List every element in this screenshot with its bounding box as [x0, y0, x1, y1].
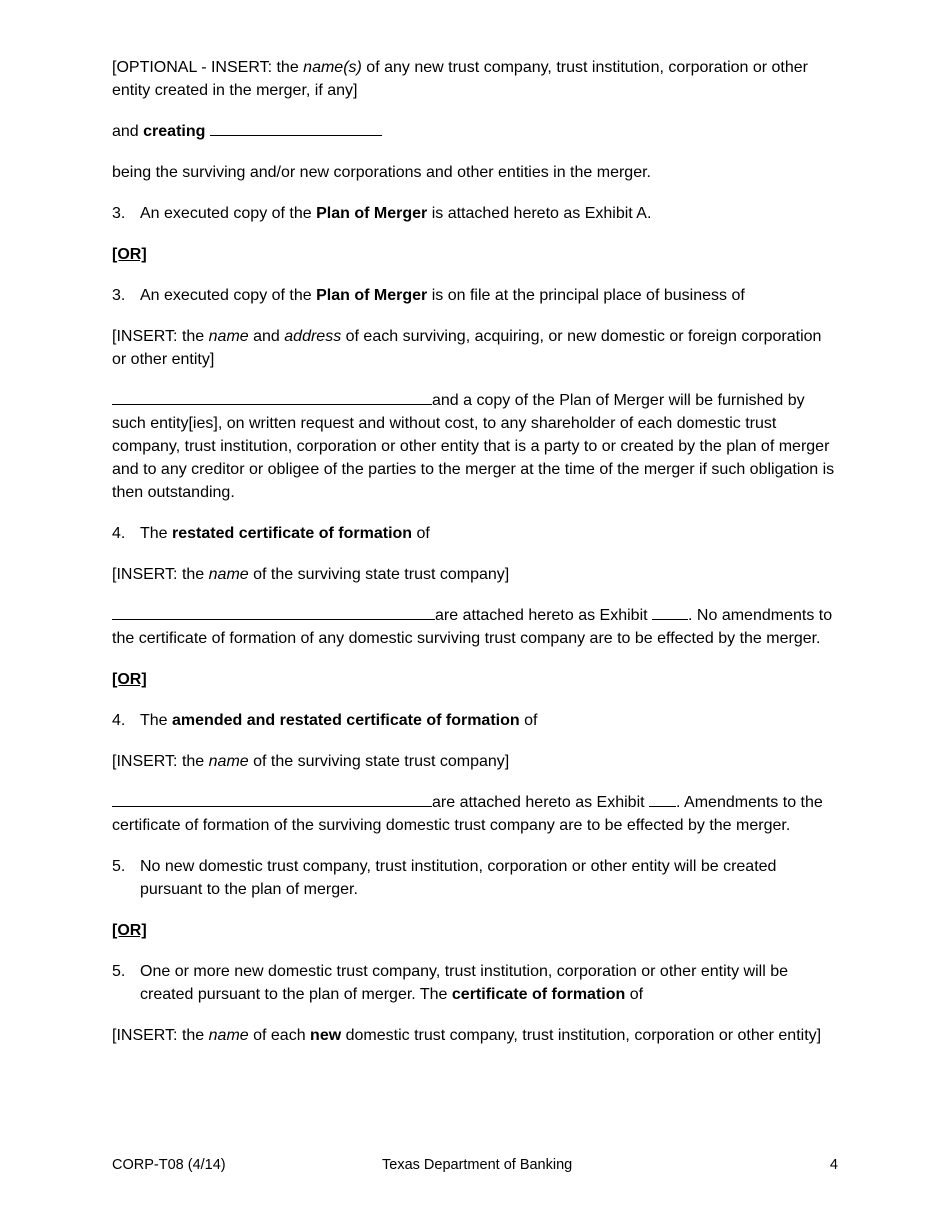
item-4-restated: 4. The restated certificate of formation of: [112, 525, 430, 542]
insert-name-instruction: [INSERT: the name of the surviving state trust company]: [112, 566, 510, 583]
agency-name: Texas Department of Banking: [382, 1157, 573, 1173]
form-number: CORP-T08 (4/14): [112, 1157, 226, 1173]
item-3-attached: 3. An executed copy of the Plan of Merger is attached hereto as Exhibit A.: [112, 205, 652, 222]
or-label: [OR]: [112, 922, 147, 939]
item-5-no-new: 5. No new domestic trust company, trust institution, corporation or other entity will be created pursuant to the plan of merger.: [112, 858, 777, 898]
insert-name-instruction: [INSERT: the name of the surviving state trust company]: [112, 753, 510, 770]
entity-blank: [112, 389, 432, 405]
document-page: [112, 56, 838, 1065]
exhibit-blank: [652, 604, 688, 620]
item-5-new: 5. One or more new domestic trust company, trust institution, corporation or other entity will be created pursuant to the plan of merger. The certificate of formation of: [112, 963, 788, 1003]
optional-insert-instruction: [OPTIONAL - INSERT: the name(s) of any new trust company, trust institution, corporation or other entity created in the merger, if any]: [112, 59, 808, 99]
or-label: [OR]: [112, 671, 147, 688]
insert-entity-instruction: [INSERT: the name and address of each surviving, acquiring, or new domestic or foreign corporation or other entity]: [112, 328, 822, 368]
exhibit-blank: [649, 791, 676, 807]
creating-line: and creating: [112, 120, 838, 143]
page-footer: [112, 1154, 838, 1176]
or-label: [OR]: [112, 246, 147, 263]
attached-exhibit-paragraph: are attached hereto as Exhibit . Amendments to the certificate of formation of the surviving domestic trust company are to be effected by the merger.: [112, 791, 838, 837]
surviving-entities-text: being the surviving and/or new corporations and other entities in the merger.: [112, 164, 651, 181]
item-3-on-file: 3. An executed copy of the Plan of Merger is on file at the principal place of business of: [112, 287, 745, 304]
page-number: 4: [829, 1157, 838, 1173]
attached-exhibit-paragraph: are attached hereto as Exhibit . No amendments to the certificate of formation of any domestic surviving trust company are to be effected by the merger.: [112, 604, 838, 650]
item-4-amended: 4. The amended and restated certificate of formation of: [112, 712, 538, 729]
insert-new-instruction: [INSERT: the name of each new domestic trust company, trust institution, corporation or other entity]: [112, 1027, 822, 1044]
company-blank: [112, 791, 432, 807]
company-blank: [112, 604, 435, 620]
creating-blank: [210, 120, 382, 136]
furnish-paragraph: and a copy of the Plan of Merger will be furnished by such entity[ies], on written request and without cost, to any shareholder of each domestic trust company, trust institution, corporation or other entity that is a party to or created by the plan of merger and to any creditor or obligee of the parties to the merger at the time of the merger if such obligation is then outstanding.: [112, 389, 838, 504]
